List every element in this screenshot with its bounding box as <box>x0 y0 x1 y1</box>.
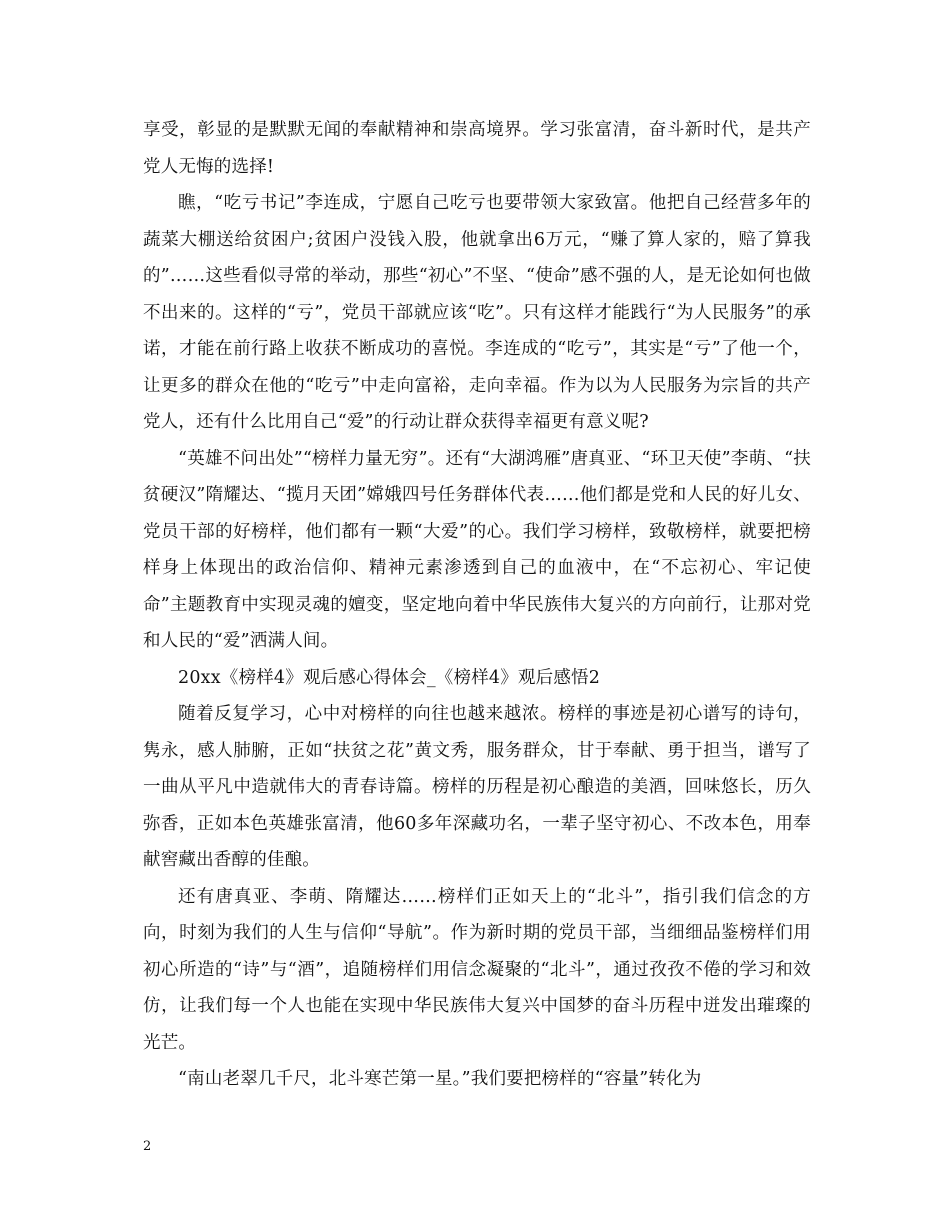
paragraph-6: “南山老翠几千尺，北斗寒芒第一星。”我们要把榜样的“容量”转化为 <box>178 1069 702 1089</box>
page-number: 2 <box>143 1139 152 1154</box>
document-body <box>143 112 811 1098</box>
section-heading: 20xx《榜样4》观后感心得体会_《榜样4》观后感悟2 <box>178 667 601 688</box>
paragraph-4: 随着反复学习，心中对榜样的向往也越来越浓。榜样的事迹是初心谱写的诗句，隽永，感人肺腑，正如“扶贫之花”黄文秀，服务群众，甘于奉献、勇于担当，谱写了一曲从平凡中造就伟大的青春诗篇。榜样的历程是初心酿造的美酒，回味悠长，历久弥香，正如本色英雄张富清，他60多年深藏功名，一辈子坚守初心、不改本色，用奉献窖藏出香醇的佳酿。 <box>143 704 811 870</box>
paragraph-3: “英雄不问出处”“榜样力量无穷”。还有“大湖鸿雁”唐真亚、“环卫天使”李萌、“扶贫硬汉”隋耀达、“揽月天团”嫦娥四号任务群体代表……他们都是党和人民的好儿女、党员干部的好榜样，他们都有一颗“大爱”的心。我们学习榜样，致敬榜样，就要把榜样身上体现出的政治信仰、精神元素渗透到自己的血液中，在“不忘初心、牢记使命”主题教育中实现灵魂的嬗变，坚定地向着中华民族伟大复兴的方向前行，让那对党和人民的“爱”洒满人间。 <box>143 448 811 651</box>
paragraph-1: 享受，彰显的是默默无闻的奉献精神和崇高境界。学习张富清，奋斗新时代，是共产党人无悔的选择! <box>143 120 811 177</box>
paragraph-5: 还有唐真亚、李萌、隋耀达……榜样们正如天上的“北斗”，指引我们信念的方向，时刻为我们的人生与信仰“导航”。作为新时期的党员干部，当细细品鉴榜样们用初心所造的“诗”与“酒”，追随榜样们用信念凝聚的“北斗”，通过孜孜不倦的学习和效仿，让我们每一个人也能在实现中华民族伟大复兴中国梦的奋斗历程中迸发出璀璨的光芒。 <box>143 886 811 1053</box>
paragraph-2: 瞧，“吃亏书记”李连成，宁愿自己吃亏也要带领大家致富。他把自己经营多年的蔬菜大棚送给贫困户;贫困户没钱入股，他就拿出6万元，“赚了算人家的，赔了算我的”……这些看似寻常的举动，那些“初心”不坚、“使命”感不强的人，是无论如何也做不出来的。这样的“亏”，党员干部就应该“吃”。只有这样才能践行“为人民服务”的承诺，才能在前行路上收获不断成功的喜悦。李连成的“吃亏”，其实是“亏”了他一个，让更多的群众在他的“吃亏”中走向富裕，走向幸福。作为以为人民服务为宗旨的共产党人，还有什么比用自己“爱”的行动让群众获得幸福更有意义呢? <box>143 193 811 432</box>
